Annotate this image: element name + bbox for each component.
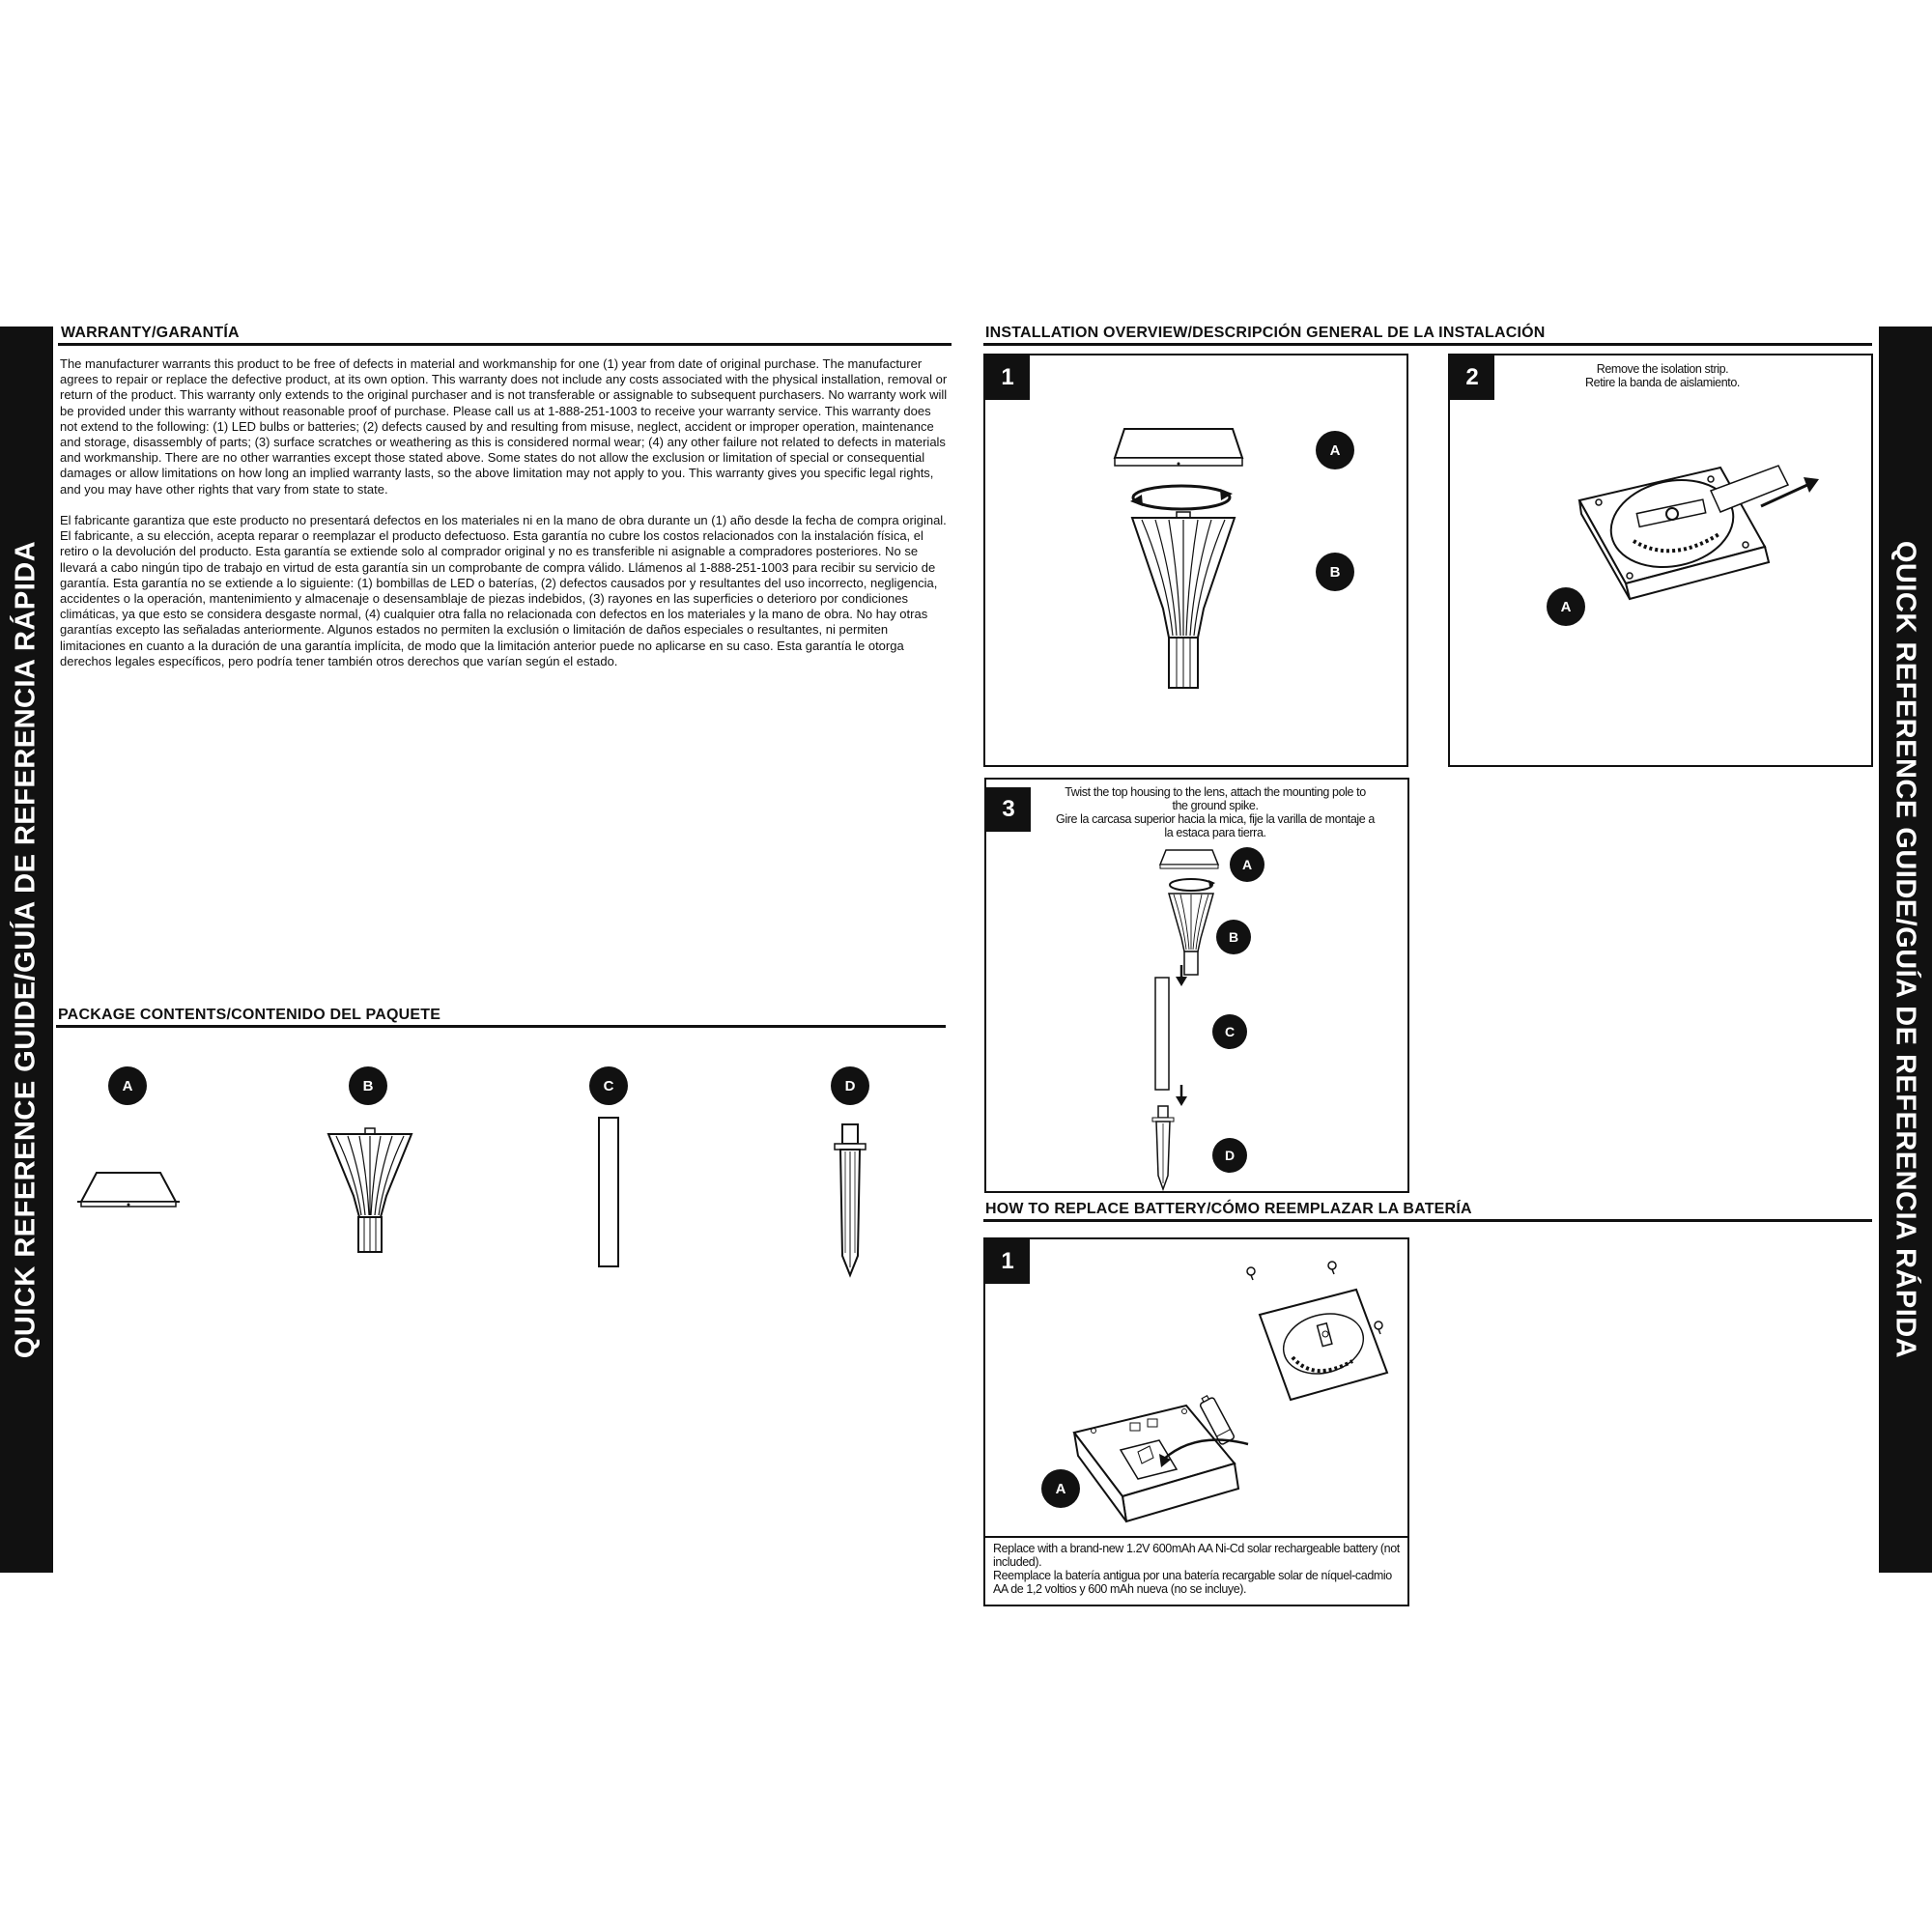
ground-spike-illustration — [833, 1122, 867, 1277]
step1-lens-illustration — [1130, 512, 1236, 692]
solar-panel-base-illustration — [1576, 462, 1827, 626]
install-step3-panel — [984, 778, 1409, 1193]
battery-step-number: 1 — [985, 1239, 1030, 1284]
pole-illustration — [596, 1116, 621, 1268]
install-title: INSTALLATION OVERVIEW/DESCRIPCIÓN GENERAL DE LA INSTALACIÓN — [985, 325, 1546, 341]
step3-spike-illustration — [1151, 1104, 1176, 1191]
package-label-d: D — [831, 1066, 869, 1105]
down-arrow-icon-2 — [1175, 1083, 1188, 1108]
step3-label-a: A — [1230, 847, 1264, 882]
twist-arrow-icon — [1128, 479, 1235, 516]
step2-caption-en: Remove the isolation strip. — [1596, 362, 1729, 376]
install-step3-number: 3 — [986, 787, 1031, 832]
right-side-banner-text: QUICK REFERENCE GUIDE/GUÍA DE REFERENCIA RÁPIDA — [1889, 540, 1921, 1359]
step1-housing-illustration — [1111, 425, 1246, 471]
step3-pole-illustration — [1153, 976, 1171, 1092]
battery-caption-es: Reemplace la batería antigua por una batería recargable solar de níquel-cadmio AA de 1,2 voltios y 600 mAh nueva (no se incluye). — [993, 1569, 1392, 1596]
battery-housing-illustration — [1070, 1402, 1260, 1547]
battery-caption-divider — [985, 1536, 1407, 1538]
screw-icon-2 — [1325, 1261, 1339, 1274]
step3-label-c: C — [1212, 1014, 1247, 1049]
step1-label-a: A — [1316, 431, 1354, 469]
battery-rule — [983, 1219, 1872, 1222]
right-side-banner — [1879, 327, 1932, 1573]
battery-panel — [983, 1237, 1409, 1606]
package-label-a: A — [108, 1066, 147, 1105]
install-step1-number: 1 — [985, 355, 1030, 400]
warranty-title: WARRANTY/GARANTÍA — [61, 325, 240, 341]
solar-cover-illustration — [1256, 1286, 1391, 1406]
package-rule — [56, 1025, 946, 1028]
package-label-b: B — [349, 1066, 387, 1105]
install-rule — [983, 343, 1872, 346]
package-title: PACKAGE CONTENTS/CONTENIDO DEL PAQUETE — [58, 1007, 441, 1023]
left-side-banner-text: QUICK REFERENCE GUIDE/GUÍA DE REFERENCIA RÁPIDA — [10, 540, 42, 1359]
battery-caption-en: Replace with a brand-new 1.2V 600mAh AA Ni-Cd solar rechargeable battery (not included). — [993, 1542, 1400, 1569]
down-arrow-icon — [1175, 963, 1188, 988]
step3-caption-es: Gire la carcasa superior hacia la mica, fije la varilla de montaje a la estaca para tierra. — [1056, 812, 1375, 839]
install-step1-panel — [983, 354, 1408, 767]
battery-title: HOW TO REPLACE BATTERY/CÓMO REEMPLAZAR LA BATERÍA — [985, 1201, 1472, 1217]
step2-label-a: A — [1547, 587, 1585, 626]
step3-label-d: D — [1212, 1138, 1247, 1173]
step3-housing-illustration — [1158, 847, 1220, 872]
top-housing-illustration — [75, 1169, 182, 1211]
left-side-banner — [0, 327, 53, 1573]
install-step2-number: 2 — [1450, 355, 1494, 400]
step1-label-b: B — [1316, 553, 1354, 591]
step3-caption-en: Twist the top housing to the lens, attach the mounting pole to the ground spike. — [1065, 785, 1366, 812]
battery-label-a: A — [1041, 1469, 1080, 1508]
step2-caption-es: Retire la banda de aislamiento. — [1585, 376, 1740, 389]
warranty-rule — [58, 343, 952, 346]
step3-label-b: B — [1216, 920, 1251, 954]
lens-illustration — [327, 1128, 413, 1256]
screw-icon — [1244, 1266, 1258, 1280]
install-step2-panel — [1448, 354, 1873, 767]
package-label-c: C — [589, 1066, 628, 1105]
warranty-english: The manufacturer warrants this product to be free of defects in material and workmanship for one (1) year from date of original purchase. The manufacturer agrees to repair or replace the defective product, at its own option. This warranty does not include any costs associated with the physical installation, removal or return of the product. This warranty only extends to the original purchaser and is not transferable or assignable to subsequent purchasers. No warranty work will be provided under this warranty without reasonable proof of purchase. Please call us at 1-888-251-1003 to receive your warranty service. This warranty does not extend to the following: (1) LED bulbs or batteries; (2) defects caused by and resulting from misuse, neglect, accident or improper operation, maintenance and storage, disassembly of parts; (3) surface scratches or weathering as this is considered normal wear; (4) any other failure not related to defects in materials and workmanship. There are no other warranties except those stated above. Some states do not allow the exclusion or limitation of special or consequential damages or allow limitations on how long an implied warranty lasts, so the above limitation may not apply to you. This warranty gives you specific legal rights, and you may have other rights that vary from state to state. — [60, 356, 948, 497]
warranty-spanish: El fabricante garantiza que este producto no presentará defectos en los materiales ni en la mano de obra durante un (1) año desde la fecha de compra original. El fabricante, a su elección, acepta reparar o reemplazar el producto defectuoso. Esta garantía no cubre los costos relacionados con la instalación física, el retiro o la devolución del producto. Esta garantía se extiende solo al comprador original y no es transferible ni asignable a compradores posteriores. No se llevará a cabo ningún tipo de trabajo en virtud de esta garantía sin un comprobante de compra válido. Llámenos al 1-888-251-1003 para recibir su servicio de garantía. Esta garantía no se extiende a lo siguiente: (1) bombillas de LED o baterías, (2) defectos causados por y resultantes del uso incorrecto, negligencia, accidentes o la operación, mantenimiento y almacenaje o desensamblaje de piezas indebidos, (3) rayones en las superficies o deterioro por condiciones climáticas, ya que esto se considera desgaste normal, (4) cualquier otra falla no relacionada con defectos en los materiales y la mano de obra. No hay otras garantías excepto las señaladas anteriormente. Algunos estados no permiten la exclusión o limitación de daños especiales o resultantes, ni permiten limitaciones en cuanto a la duración de una garantía implícita, de modo que la limitación anterior puede no aplicarse en su caso. Esta garantía le otorga derechos legales específicos, pero podría tener también otros derechos que varían según el estado. — [60, 513, 947, 668]
